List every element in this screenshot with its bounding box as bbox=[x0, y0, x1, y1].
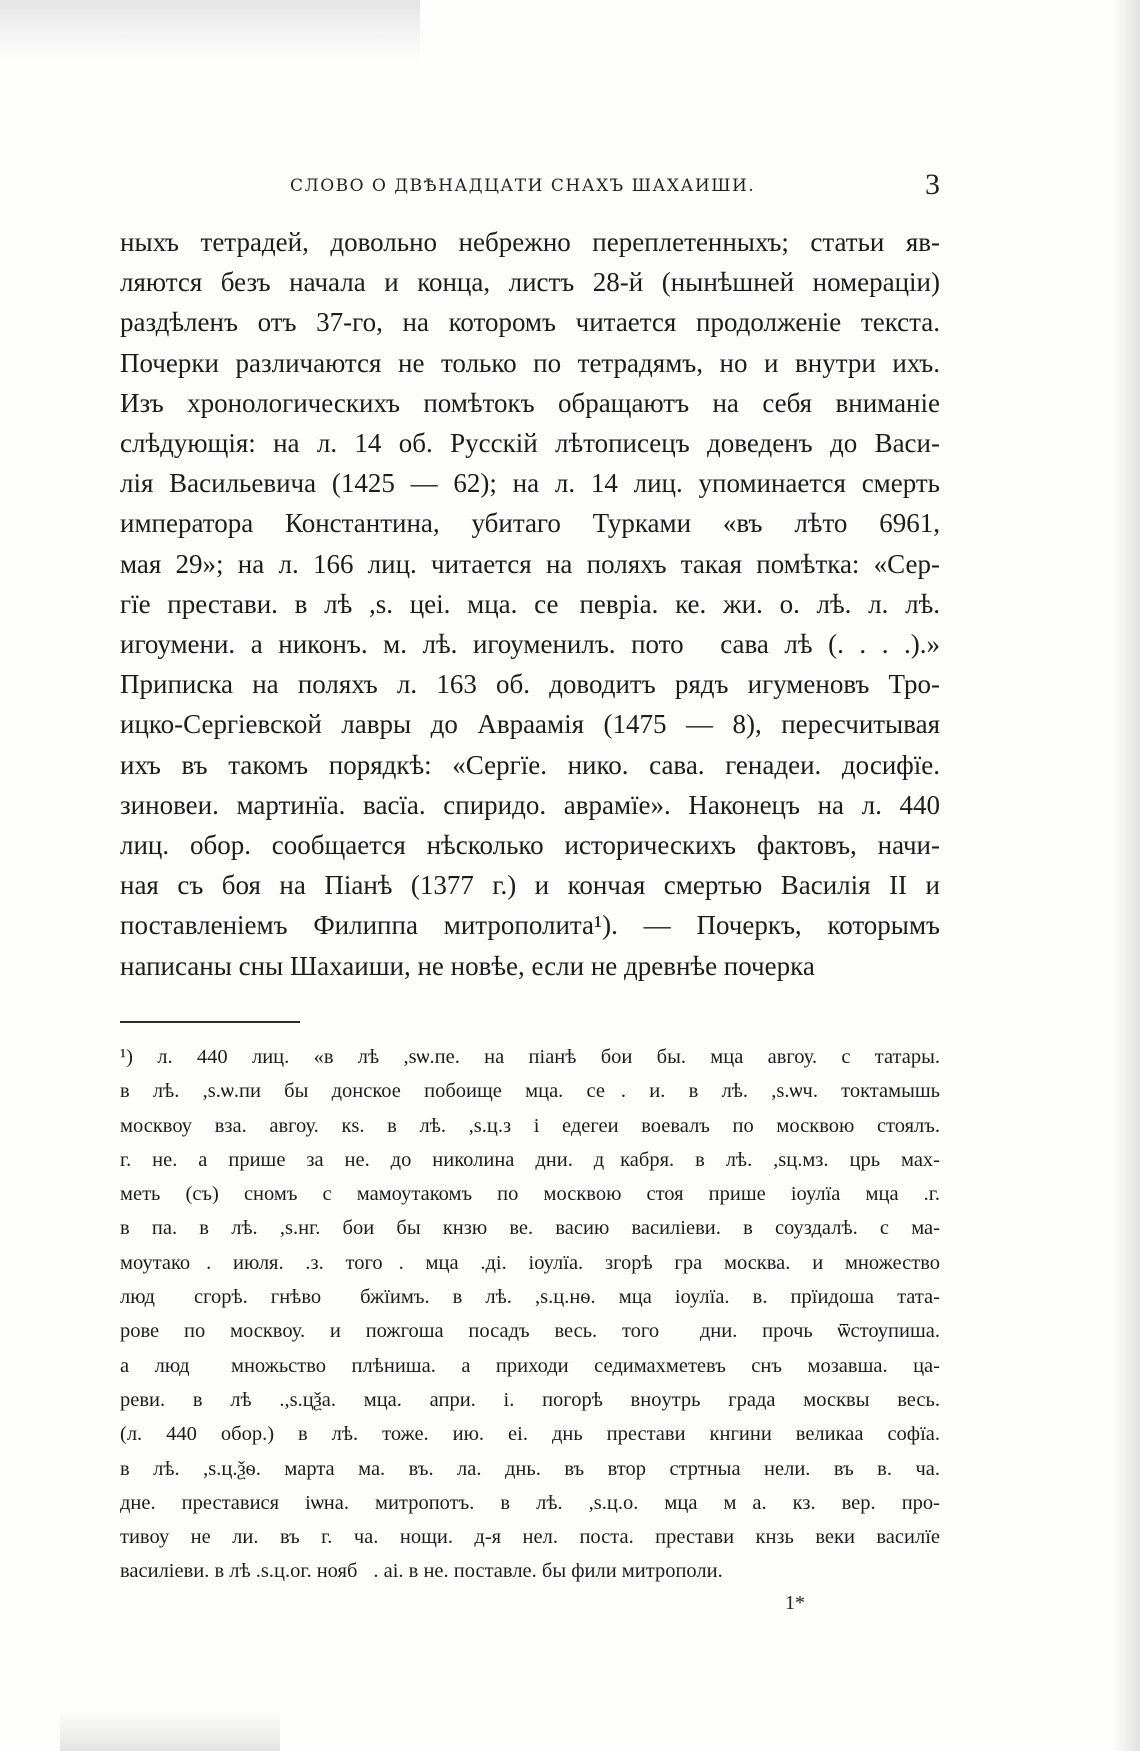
body-line: ная съ боя на Піанѣ (1377 г.) и кончая смертью Василія II и bbox=[120, 870, 940, 901]
body-line: лиц. обор. сообщается нѣсколько историческихъ фактовъ, начи- bbox=[120, 830, 940, 861]
body-line: ихъ въ такомъ порядкѣ: «Сергїе. нико. сава. генадеи. досифїе. bbox=[120, 749, 940, 780]
signature-mark: 1* bbox=[785, 1592, 805, 1614]
scan-shadow-right bbox=[1112, 0, 1140, 1751]
footnote-line: москвоу вза. авгоу. кѕ. в лѣ. ,ѕ.ц.з і едегеи воевалъ по москвою стоялъ. bbox=[120, 1114, 940, 1137]
footnote-line: рове по москвоу. и пожгоша посадъ весь. тогоⷤ дни. прочь ѿстоупиша. bbox=[120, 1320, 940, 1343]
footnote-line: в лѣ. ,ѕ.ѡ.пи бы донское побоище мца. сеⷨ. и. в лѣ. ,ѕ.ѡч. токтамышь bbox=[120, 1080, 940, 1103]
page-number: 3 bbox=[925, 168, 940, 201]
body-line: игоумени. а никонъ. м. лѣ. игоуменилъ. потоⷨ сава лѣ (. . . .).» bbox=[120, 629, 940, 660]
body-line: написаны сны Шахаиши, не новѣе, если не древнѣе почерка bbox=[120, 950, 815, 981]
footnote-line: моутакоⷨ. июля. .з. тогоⷤ. мца .ді. іоулїа. згорѣ гра москва. и множество bbox=[120, 1251, 940, 1274]
footnote bbox=[120, 1040, 940, 1589]
footnote-line: дне. преставися іѡна. митропотъ. в лѣ. ,ѕ.ц.о. мца мⷬа. кз. вер. про- bbox=[120, 1491, 940, 1514]
body-line: поставленіемъ Филиппа митрополита¹). — Почеркъ, которымъ bbox=[120, 910, 940, 941]
scan-shadow-bottom bbox=[60, 1711, 280, 1751]
body-line: гїе престави. в лѣ ,ѕ. цеі. мца. сеⷨпевріа. ке. жи. о. лѣ. л. лѣ. bbox=[120, 588, 940, 619]
footnote-line: а людⷶ множьство плѣниша. а приходи седимахметевъ снъ мозавша. ца- bbox=[120, 1354, 940, 1377]
footnote-line: меть (съ) сномъ с мамоутакомъ по москвою стоя прише іоулїа мца .г. bbox=[120, 1183, 940, 1206]
footnote-line: людⷶ сгорѣ. гнѣвоⷨ бжїимъ. в лѣ. ,ѕ.ц.нѳ. мца іоулїа. в. прїидоша тата- bbox=[120, 1286, 940, 1309]
footnote-line: тивоу не ли. въ г. ча. нощи. д-я нел. поста. престави кнзь веки василїе bbox=[120, 1526, 940, 1549]
body-line: Почерки различаются не только по тетрадямъ, но и внутри ихъ. bbox=[120, 347, 940, 378]
body-line: лія Васильевича (1425 — 62); на л. 14 лиц. упоминается смерть bbox=[120, 468, 940, 499]
body-line: Изъ хронологическихъ помѣтокъ обращаютъ на себя вниманіе bbox=[120, 387, 940, 418]
body-line: Приписка на поляхъ л. 163 об. доводитъ рядъ игуменовъ Тро- bbox=[120, 669, 940, 700]
footnote-line: в па. в лѣ. ,ѕ.нг. бои бы кнзю ве. васию василіеви. в соуздалѣ. с ма- bbox=[120, 1217, 940, 1240]
footnote-line: реви. в лѣ .,ѕ.цѯа. мца. апри. і. погорѣ внoутрь града москвы весь. bbox=[120, 1388, 940, 1411]
running-title: СЛОВО О ДВѢНАДЦАТИ СНАХЪ ШАХАИШИ. bbox=[290, 176, 756, 196]
footnote-line: (л. 440 обор.) в лѣ. тоже. ию. еі. днь престави кнгини великаа софїа. bbox=[120, 1423, 940, 1446]
body-line: ицко-Сергіевской лавры до Авраамія (1475 — 8), пересчитывая bbox=[120, 709, 940, 740]
footnote-line: г. не. а прише за не. до николина дни. дⷺкабря. в лѣ. ,ѕц.мз. црь мах- bbox=[120, 1148, 940, 1171]
footnote-line: ¹) л. 440 лиц. «в лѣ ,ѕѡ.пе. на піанѣ бои бы. мца авгоу. с татары. bbox=[120, 1046, 940, 1068]
body-line: ныхъ тетрадей, довольно небрежно переплетенныхъ; статьи яв- bbox=[120, 227, 940, 257]
body-text bbox=[120, 222, 940, 986]
footnote-line: в лѣ. ,ѕ.ц.ѯѳ. марта ма. въ. ла. днь. въ втор стртныа нели. въ в. ча. bbox=[120, 1457, 940, 1480]
footnote-line: василіеви. в лѣ .ѕ.ц.ог. ноябⷪ. аі. в не. поставле. бы фили митрополи. bbox=[120, 1560, 723, 1583]
body-line: зиновеи. мартинїа. васїа. спиридо. аврамїе». Наконецъ на л. 440 bbox=[120, 789, 940, 820]
body-line: императора Константина, убитаго Турками «въ лѣто 6961, bbox=[120, 508, 940, 539]
body-line: ляются безъ начала и конца, листъ 28-й (нынѣшней номераціи) bbox=[120, 267, 940, 298]
body-line: слѣдующія: на л. 14 об. Русскій лѣтописецъ доведенъ до Васи- bbox=[120, 428, 940, 459]
body-line: раздѣленъ отъ 37-го, на которомъ читается продолженіе текста. bbox=[120, 307, 940, 338]
running-head bbox=[120, 168, 940, 208]
footnote-separator bbox=[120, 1021, 300, 1023]
body-line: мая 29»; на л. 166 лиц. читается на поляхъ такая помѣтка: «Сер- bbox=[120, 548, 940, 579]
scan-shadow-top bbox=[0, 0, 420, 60]
